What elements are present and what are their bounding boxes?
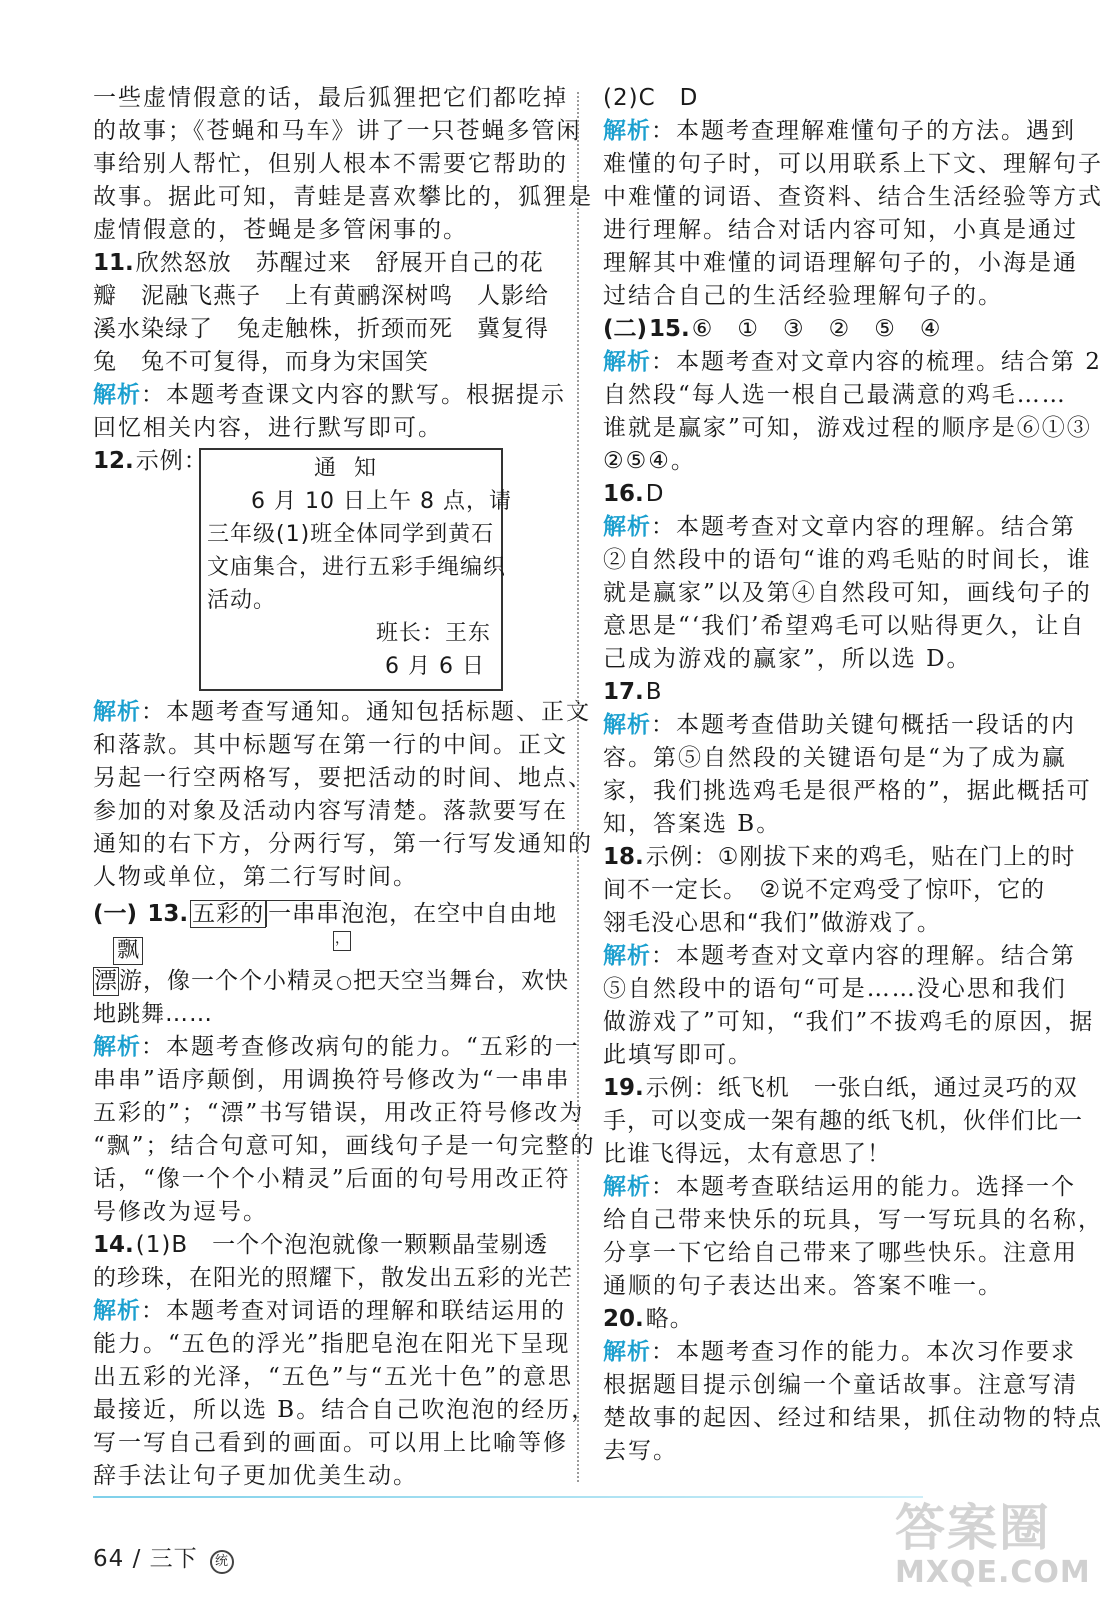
analysis-text: ：本题考查借助关键句概括一段话的内 <box>651 712 1076 738</box>
analysis-line: 和落款。其中标题写在第一行的中间。正文 <box>93 732 568 758</box>
analysis-label: 解析 <box>603 1339 651 1365</box>
notice-body: 三年级(1)班全体同学到黄石 <box>207 522 495 547</box>
question-number: 19. <box>603 1075 644 1101</box>
watermark-url: MXQE.COM <box>895 1555 1091 1590</box>
answer-text: (1)B 一个个泡泡就像一颗颗晶莹剔透 <box>135 1232 549 1258</box>
q11-line <box>93 247 555 280</box>
analysis-line: 参加的对象及活动内容写清楚。落款要写在 <box>93 798 568 824</box>
right-column <box>603 82 1103 1468</box>
analysis-line: 去写。 <box>603 1438 678 1464</box>
analysis-line <box>603 115 1076 148</box>
left-column <box>93 82 597 1493</box>
q14-line <box>93 1229 555 1262</box>
question-number: 20. <box>603 1306 644 1332</box>
analysis-text: ：本题考查对文章内容的理解。结合第 <box>651 514 1076 540</box>
swap-mark-second: 一串串 <box>268 901 341 927</box>
analysis-line <box>603 511 1076 544</box>
analysis-label: 解析 <box>93 699 141 725</box>
analysis-line: 给自己带来快乐的玩具，写一写玩具的名称， <box>603 1207 1103 1233</box>
analysis-label: 解析 <box>603 118 651 144</box>
notice-title: 通知 <box>313 456 394 481</box>
text-line: 一些虚情假意的话，最后狐狸把它们都吃掉 <box>93 85 568 111</box>
analysis-line: 进行理解。结合对话内容可知，小真是通过 <box>603 217 1078 243</box>
q19-line: 比谁飞得远，太有意思了！ <box>603 1141 891 1167</box>
page-footer <box>93 1540 234 1574</box>
analysis-line <box>603 1171 1076 1204</box>
q13-line: 地跳舞…… <box>93 1001 213 1027</box>
analysis-text: ：本题考查习作的能力。本次习作要求 <box>651 1339 1076 1365</box>
q11-line: 溪水染绿了 兔走触株，折颈而死 冀复得 <box>93 316 549 342</box>
analysis-line: 能力。“五色的浮光”指肥皂泡在阳光下呈现 <box>93 1331 571 1357</box>
notice-date: 6 月 6 日 <box>385 654 485 679</box>
analysis-line: 通知的右下方，分两行写，第一行写发通知的 <box>93 831 593 857</box>
analysis-line: 通顺的句子表达出来。答案不唯一。 <box>603 1273 1003 1299</box>
grade-label: 三下 <box>149 1546 198 1572</box>
analysis-line <box>603 346 1102 379</box>
question-number: 12. <box>93 448 134 474</box>
wrong-char-box: 漂 <box>94 968 118 994</box>
analysis-line: 谁就是赢家”可知，游戏过程的顺序是⑥①③ <box>603 415 1092 441</box>
notice-signature: 班长：王东 <box>375 621 491 646</box>
page-separator: / <box>132 1546 142 1572</box>
analysis-label: 解析 <box>93 382 141 408</box>
q14-line: (2)C D <box>603 85 699 111</box>
text-line: 虚情假意的，苍蝇是多管闲事的。 <box>93 217 468 243</box>
analysis-line: 分享一下它给自己带来了哪些快乐。注意用 <box>603 1240 1078 1266</box>
question-number: 17. <box>603 679 644 705</box>
analysis-label: 解析 <box>603 514 651 540</box>
analysis-line: 知，答案选 B。 <box>603 811 782 837</box>
analysis-line: 人物或单位，第二行写时间。 <box>93 864 418 890</box>
answer-text: 略。 <box>645 1306 694 1332</box>
q19-line <box>603 1072 1078 1105</box>
q18-line: 翎毛没心思和“我们”做游戏了。 <box>603 910 941 936</box>
text-line: 的故事；《苍蝇和马车》讲了一只苍蝇多管闲 <box>93 118 582 144</box>
correction-row <box>93 931 555 965</box>
q13-line <box>93 965 569 998</box>
q17-line <box>603 676 1065 709</box>
answer-text: D <box>645 481 665 507</box>
q20-line <box>603 1303 1065 1336</box>
text-line: 事给别人帮忙，但别人根本不需要它帮助的 <box>93 151 568 177</box>
analysis-line: 写一写自己看到的画面。可以用上比喻等修 <box>93 1430 568 1456</box>
analysis-line: 回忆相关内容，进行默写即可。 <box>93 415 443 441</box>
question-number: 16. <box>603 481 644 507</box>
analysis-line: 话，“像一个个小精灵”后面的句号用改正符 <box>93 1166 571 1192</box>
analysis-line: 家，我们挑选鸡毛是很严格的”，据此概括可 <box>603 778 1092 804</box>
analysis-text: ：本题考查课文内容的默写。根据提示 <box>141 382 566 408</box>
analysis-line: 最接近，所以选 B。结合自己吹泡泡的经历， <box>93 1397 597 1423</box>
analysis-line <box>93 1031 580 1064</box>
question-number: 11. <box>93 250 134 276</box>
insert-comma-mark: ， <box>333 931 351 951</box>
question-number: 18. <box>603 844 644 870</box>
sentence-text: 把天空当舞台，欢快 <box>353 968 569 994</box>
analysis-line: 己成为游戏的赢家”，所以选 D。 <box>603 646 972 672</box>
analysis-text: ：本题考查对词语的理解和联结运用的 <box>141 1298 566 1324</box>
q19-line: 手，可以变成一架有趣的纸飞机，伙伴们比一 <box>603 1108 1083 1134</box>
q14-line: 的珍珠，在阳光的照耀下，散发出五彩的光芒 <box>93 1265 573 1291</box>
analysis-line <box>603 709 1076 742</box>
analysis-line: 此填写即可。 <box>603 1042 753 1068</box>
analysis-line: “飘”；结合句意可知，画线句子是一句完整的 <box>93 1133 596 1159</box>
analysis-line: 五彩的”；“漂”书写错误，用改正符号修改为 <box>93 1100 585 1126</box>
page-number: 64 <box>93 1546 125 1572</box>
q16-line <box>603 478 1065 511</box>
analysis-text: ：本题考查对文章内容的理解。结合第 <box>651 943 1076 969</box>
question-number: 15. <box>649 316 690 342</box>
analysis-line <box>93 379 566 412</box>
analysis-label: 解析 <box>603 349 651 375</box>
analysis-line <box>93 696 591 729</box>
analysis-line <box>603 940 1076 973</box>
analysis-line: 过结合自己的生活经验理解句子的。 <box>603 283 1003 309</box>
text-line: 故事。据此可知，青蛙是喜欢攀比的，狐狸是 <box>93 184 593 210</box>
q18-line: 间不一定长。 ②说不定鸡受了惊吓，它的 <box>603 877 1046 903</box>
analysis-line <box>603 1336 1076 1369</box>
answer-text: 示例：①刚拔下来的鸡毛，贴在门上的时 <box>645 844 1076 870</box>
analysis-line: ②⑤④。 <box>603 448 696 474</box>
part-label: (一) <box>93 901 138 927</box>
analysis-line: 容。第⑤自然段的关键语句是“为了成为赢 <box>603 745 1067 771</box>
edition-icon: 统 <box>210 1550 234 1574</box>
analysis-line: 辞手法让句子更加优美生动。 <box>93 1463 418 1489</box>
analysis-label: 解析 <box>603 712 651 738</box>
analysis-text: ：本题考查联结运用的能力。选择一个 <box>651 1174 1076 1200</box>
answer-text: 欣然怒放 苏醒过来 舒展开自己的花 <box>135 250 544 276</box>
analysis-line: ⑤自然段中的语句“可是……没心思和我们 <box>603 976 1067 1002</box>
question-number: 13. <box>147 901 189 927</box>
example-label: 示例： <box>135 448 208 474</box>
analysis-text: ：本题考查理解难懂句子的方法。遇到 <box>651 118 1076 144</box>
analysis-text: ：本题考查修改病句的能力。“五彩的一 <box>141 1034 580 1060</box>
q13-line <box>93 898 558 931</box>
correction-char: 飘 <box>113 937 143 965</box>
q11-line: 瓣 泥融飞燕子 上有黄鹂深树鸣 人影给 <box>93 283 549 309</box>
q18-line <box>603 841 1076 874</box>
analysis-line: 另起一行空两格写，要把活动的时间、地点、 <box>93 765 593 791</box>
analysis-line: 出五彩的光泽，“五色”与“五光十色”的意思 <box>93 1364 574 1390</box>
analysis-line: 根据题目提示创编一个童话故事。注意写清 <box>603 1372 1078 1398</box>
analysis-line: 中难懂的词语、查资料、结合生活经验等方式 <box>603 184 1103 210</box>
notice-body: 文庙集合，进行五彩手绳编织 <box>207 555 507 580</box>
analysis-line: 楚故事的起因、经过和结果，抓住动物的特点 <box>603 1405 1103 1431</box>
part-label: (二) <box>603 316 648 342</box>
analysis-text: ：本题考查写通知。通知包括标题、正文 <box>141 699 591 725</box>
analysis-line: 难懂的句子时，可以用联系上下文、理解句子 <box>603 151 1103 177</box>
q11-line: 兔 兔不可复得，而身为宋国笑 <box>93 349 429 375</box>
column-divider <box>577 92 579 1482</box>
analysis-label: 解析 <box>93 1298 141 1324</box>
analysis-line: 做游戏了”可知，“我们”不拔鸡毛的原因，据 <box>603 1009 1095 1035</box>
analysis-text: ：本题考查对文章内容的梳理。结合第 2 <box>651 349 1102 375</box>
answer-text: ⑥ ① ③ ② ⑤ ④ <box>691 316 942 342</box>
notice-body: 6 月 10 日上午 8 点，请 <box>251 489 512 514</box>
notice-body: 活动。 <box>207 588 277 613</box>
analysis-line: 就是赢家”以及第④自然段可知，画线句子的 <box>603 580 1092 606</box>
analysis-label: 解析 <box>603 1174 651 1200</box>
watermark-logo <box>895 1500 1100 1595</box>
watermark-title: 答案圈 <box>895 1499 1051 1557</box>
period-replace-mark <box>335 972 353 992</box>
q15-line <box>603 313 1065 346</box>
analysis-line: 自然段“每人选一根自己最满意的鸡毛…… <box>603 382 1067 408</box>
analysis-line: ②自然段中的语句“谁的鸡毛贴的时间长，谁 <box>603 547 1092 573</box>
analysis-line: 意思是“‘我们’希望鸡毛可以贴得更久，让自 <box>603 613 1086 639</box>
footer-rule <box>93 1496 923 1498</box>
notice-box <box>199 448 512 691</box>
analysis-line: 理解其中难懂的词语理解句子的，小海是通 <box>603 250 1078 276</box>
sentence-text: 泡泡，在空中自由地 <box>341 901 558 927</box>
analysis-label: 解析 <box>93 1034 141 1060</box>
analysis-line: 号修改为逗号。 <box>93 1199 268 1225</box>
answer-text: B <box>645 679 663 705</box>
swap-mark-first: 五彩的 <box>192 901 265 927</box>
analysis-label: 解析 <box>603 943 651 969</box>
answer-text: 示例：纸飞机 一张白纸，通过灵巧的双 <box>645 1075 1078 1101</box>
analysis-line <box>93 1295 566 1328</box>
analysis-line: 串串”语序颠倒，用调换符号修改为“一串串 <box>93 1067 571 1093</box>
question-number: 14. <box>93 1232 134 1258</box>
sentence-text: 游，像一个个小精灵 <box>119 968 335 994</box>
